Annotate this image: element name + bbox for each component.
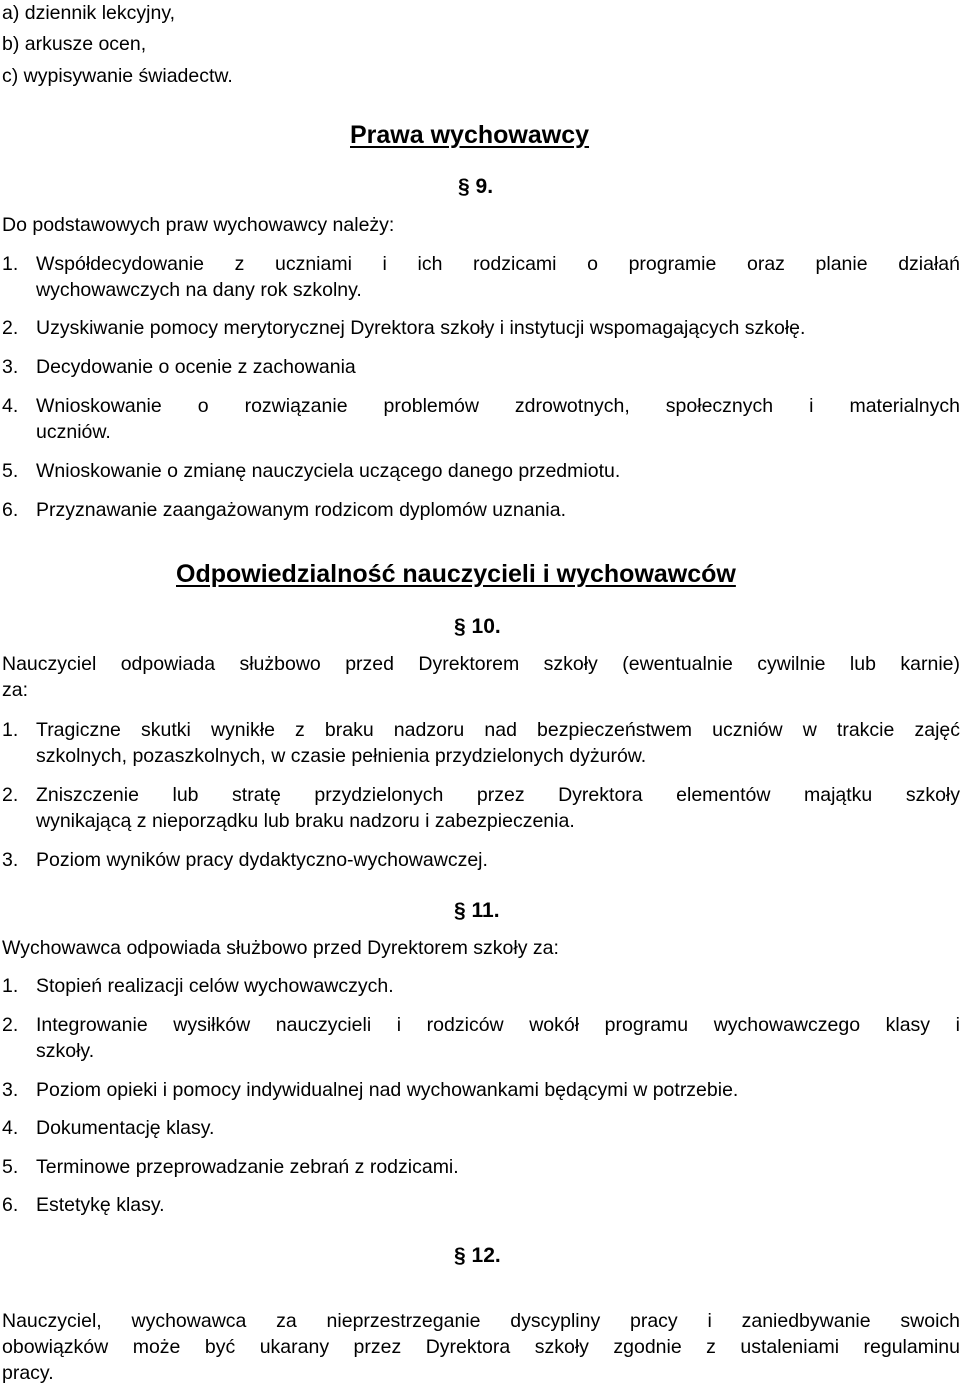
section-intro-continuation: za: xyxy=(2,679,29,701)
item-number: 3. xyxy=(2,849,19,871)
paragraph-number: § 9. xyxy=(458,175,494,198)
item-text: uczniów. xyxy=(36,421,111,443)
item-text: Estetykę klasy. xyxy=(36,1194,165,1216)
item-number: 3. xyxy=(2,356,19,378)
item-number: 6. xyxy=(2,1194,19,1216)
item-number: 3. xyxy=(2,1079,19,1101)
item-text: Integrowanie wysiłków nauczycieli i rodziców wokół programu wychowawczego klasy i xyxy=(36,1014,960,1036)
item-text: Decydowanie o ocenie z zachowania xyxy=(36,356,356,378)
section-intro: Nauczyciel odpowiada służbowo przed Dyrektorem szkoły (ewentualnie cywilnie lub karnie) xyxy=(2,653,960,675)
item-text: Terminowe przeprowadzanie zebrań z rodzicami. xyxy=(36,1156,459,1178)
item-number: 1. xyxy=(2,719,19,741)
paragraph-number: § 11. xyxy=(454,899,500,922)
item-text: wychowawczych na dany rok szkolny. xyxy=(36,279,362,301)
list-item: a) dziennik lekcyjny, xyxy=(2,2,176,24)
paragraph-text: Nauczyciel, wychowawca za nieprzestrzeganie dyscypliny pracy i zaniedbywanie swoich xyxy=(2,1310,960,1332)
item-text: wynikającą z nieporządku lub braku nadzoru i zabezpieczenia. xyxy=(36,810,575,832)
item-text: szkoły. xyxy=(36,1040,95,1062)
paragraph-text: pracy. xyxy=(2,1362,54,1384)
paragraph-number: § 10. xyxy=(454,615,501,638)
section-intro: Wychowawca odpowiada służbowo przed Dyrektorem szkoły za: xyxy=(2,937,559,959)
item-text: Uzyskiwanie pomocy merytorycznej Dyrektora szkoły i instytucji wspomagających szkołę. xyxy=(36,317,806,339)
paragraph-text: obowiązków może być ukarany przez Dyrektora szkoły zgodnie z ustaleniami regulaminu xyxy=(2,1336,960,1358)
item-number: 2. xyxy=(2,317,19,339)
item-number: 4. xyxy=(2,395,19,417)
item-number: 2. xyxy=(2,784,19,806)
section-intro: Do podstawowych praw wychowawcy należy: xyxy=(2,214,395,236)
paragraph-number: § 12. xyxy=(454,1244,501,1267)
item-number: 2. xyxy=(2,1014,19,1036)
item-text: Poziom opieki i pomocy indywidualnej nad wychowankami będącymi w potrzebie. xyxy=(36,1079,739,1101)
item-text: Tragiczne skutki wynikłe z braku nadzoru nad bezpieczeństwem uczniów w trakcie zajęć xyxy=(36,719,960,741)
item-text: Poziom wyników pracy dydaktyczno-wychowawczej. xyxy=(36,849,488,871)
list-item: c) wypisywanie świadectw. xyxy=(2,65,233,87)
item-text: szkolnych, pozaszkolnych, w czasie pełnienia przydzielonych dyżurów. xyxy=(36,745,647,767)
item-text: Wnioskowanie o rozwiązanie problemów zdrowotnych, społecznych i materialnych xyxy=(36,395,960,417)
list-item: b) arkusze ocen, xyxy=(2,33,147,55)
item-number: 5. xyxy=(2,460,19,482)
item-number: 1. xyxy=(2,253,19,275)
item-number: 4. xyxy=(2,1117,19,1139)
item-text: Współdecydowanie z uczniami i ich rodzicami o programie oraz planie działań xyxy=(36,253,960,275)
item-text: Wnioskowanie o zmianę nauczyciela uczącego danego przedmiotu. xyxy=(36,460,621,482)
item-number: 5. xyxy=(2,1156,19,1178)
item-number: 6. xyxy=(2,499,19,521)
item-text: Zniszczenie lub stratę przydzielonych przez Dyrektora elementów majątku szkoły xyxy=(36,784,960,806)
section-heading: Odpowiedzialność nauczycieli i wychowawców xyxy=(176,560,736,588)
item-number: 1. xyxy=(2,975,19,997)
section-heading: Prawa wychowawcy xyxy=(350,121,590,149)
item-text: Dokumentację klasy. xyxy=(36,1117,215,1139)
item-text: Stopień realizacji celów wychowawczych. xyxy=(36,975,394,997)
item-text: Przyznawanie zaangażowanym rodzicom dyplomów uznania. xyxy=(36,499,567,521)
